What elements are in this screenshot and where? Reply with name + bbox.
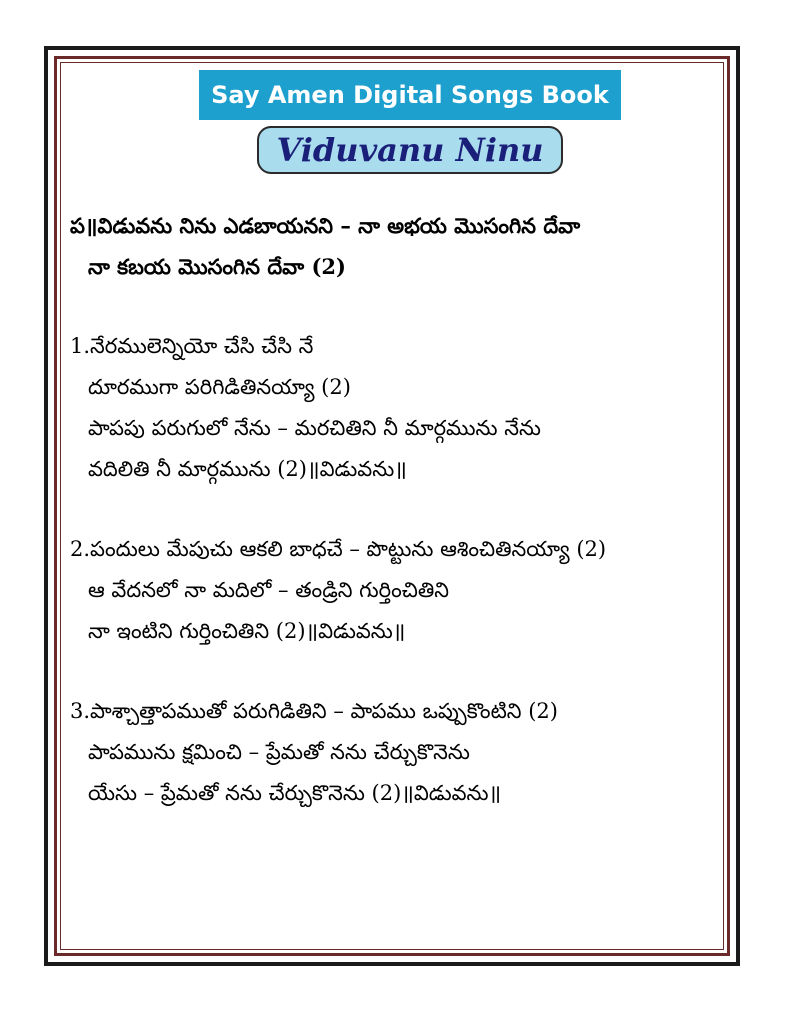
verse-line: వదిలితి నీ మార్గమును (2)॥విడువను॥ [88, 457, 407, 481]
verse-line: 1.నేరములెన్నియో చేసి చేసి నే [70, 334, 314, 358]
verse-line: నా ఇంటిని గుర్తించితిని (2)॥విడువను॥ [88, 619, 406, 643]
verse-2 [70, 529, 730, 652]
verse-line: 3.పాశ్చాత్తాపముతో పరుగిడితిని – పాపము ఒప్పుకొంటిని (2) [70, 699, 558, 723]
verse-1 [70, 326, 730, 490]
verse-line: యేసు – ప్రేమతో నను చేర్చుకొనెను (2)॥విడువను॥ [88, 781, 502, 805]
book-banner: Say Amen Digital Songs Book [199, 70, 621, 120]
verse-3 [70, 691, 730, 814]
lyrics-body [70, 205, 730, 814]
verse-line: ఆ వేదనలో నా మదిలో – తండ్రిని గుర్తించితిని [88, 578, 450, 602]
verse-line: పాపమును క్షమించి – ప్రేమతో నను చేర్చుకొనెను [88, 740, 470, 764]
stanza-gap [70, 490, 730, 529]
verse-line: 2.పందులు మేపుచు ఆకలి బాధచే – పొట్టును ఆశించితినయ్యా (2) [70, 537, 607, 561]
verse-line: దూరముగా పరిగిడితినయ్యా (2) [88, 375, 351, 399]
chorus-line: నా కబయ మొసంగిన దేవా (2) [88, 254, 346, 279]
stanza-gap [70, 287, 730, 326]
verse-line: పాపపు పరుగులో నేను – మరచితిని నీ మార్గమును నేను [88, 416, 541, 440]
chorus-line: ప॥విడువను నిను ఎడబాయనని – నా అభయ మొసంగిన దేవా [70, 213, 581, 238]
song-title: Viduvanu Ninu [257, 126, 563, 174]
stanza-gap [70, 652, 730, 691]
